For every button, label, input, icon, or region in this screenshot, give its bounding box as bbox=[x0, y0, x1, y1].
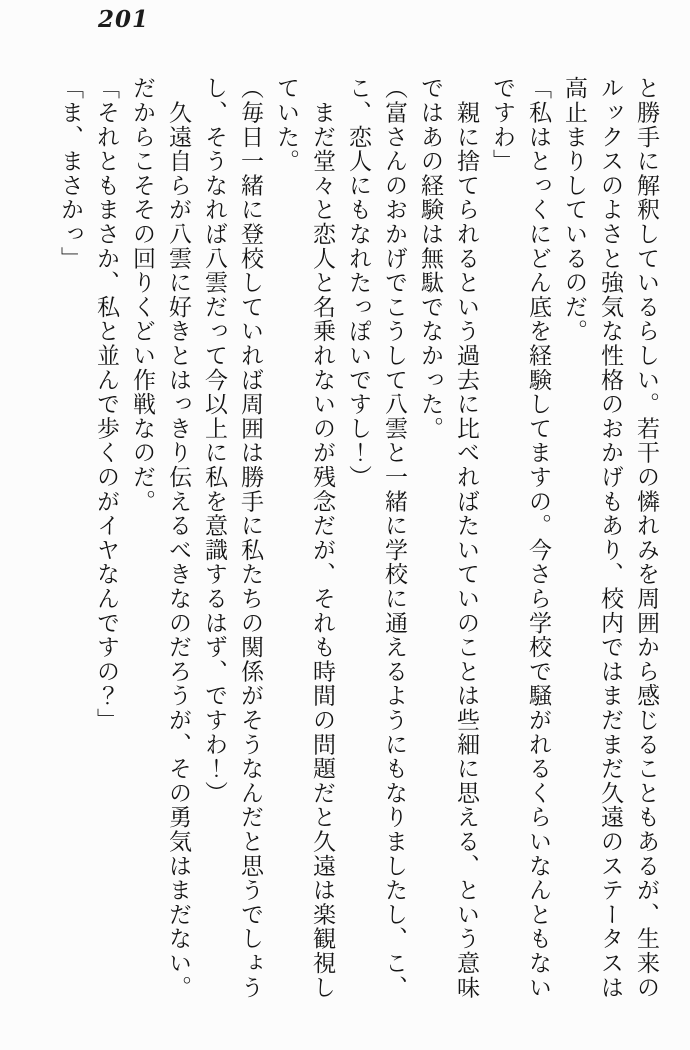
paragraph: まだ堂々と恋人と名乗れないのが残念だが、それも時間の問題だと久遠は楽観視していた。 bbox=[273, 76, 335, 1000]
paragraph: 「ま、まさかっ」 bbox=[57, 76, 83, 271]
paragraph: 久遠自らが八雲に好きとはっきり伝えるべきなのだろうが、その勇気はまだない。だからこそその回りくどい作戦なのだ。 bbox=[129, 76, 191, 1000]
paragraph: 親に捨てられるという過去に比べればたいていのことは些細に思える、という意味ではあの経験は無駄でなかった。 bbox=[417, 76, 479, 1000]
paragraph: （毎日一緒に登校していれば周囲は勝手に私たちの関係がそうなんだと思うでしょうし、そうなれば八雲だって今以上に私を意識するはず、ですわ！） bbox=[201, 76, 263, 1000]
paragraph: （富さんのおかげでこうして八雲と一緒に学校に通えるようにもなりましたし、こ、こ、恋人にもなれたっぽいですし！） bbox=[345, 76, 407, 1000]
novel-text bbox=[52, 76, 664, 1000]
paragraph: と勝手に解釈しているらしい。若干の憐れみを周囲から感じることもあるが、生来のルックスのよさと強気な性格のおかげもあり、校内ではまだまだ久遠のステータスは高止まりしているのだ。 bbox=[561, 76, 659, 1000]
paragraph: 「私はとっくにどん底を経験してますの。今さら学校で騒がれるくらいなんともないですわ」 bbox=[489, 76, 551, 1000]
page-number: 201 bbox=[98, 6, 150, 33]
paragraph: 「それともまさか、私と並んで歩くのがイヤなんですの？」 bbox=[93, 76, 119, 733]
